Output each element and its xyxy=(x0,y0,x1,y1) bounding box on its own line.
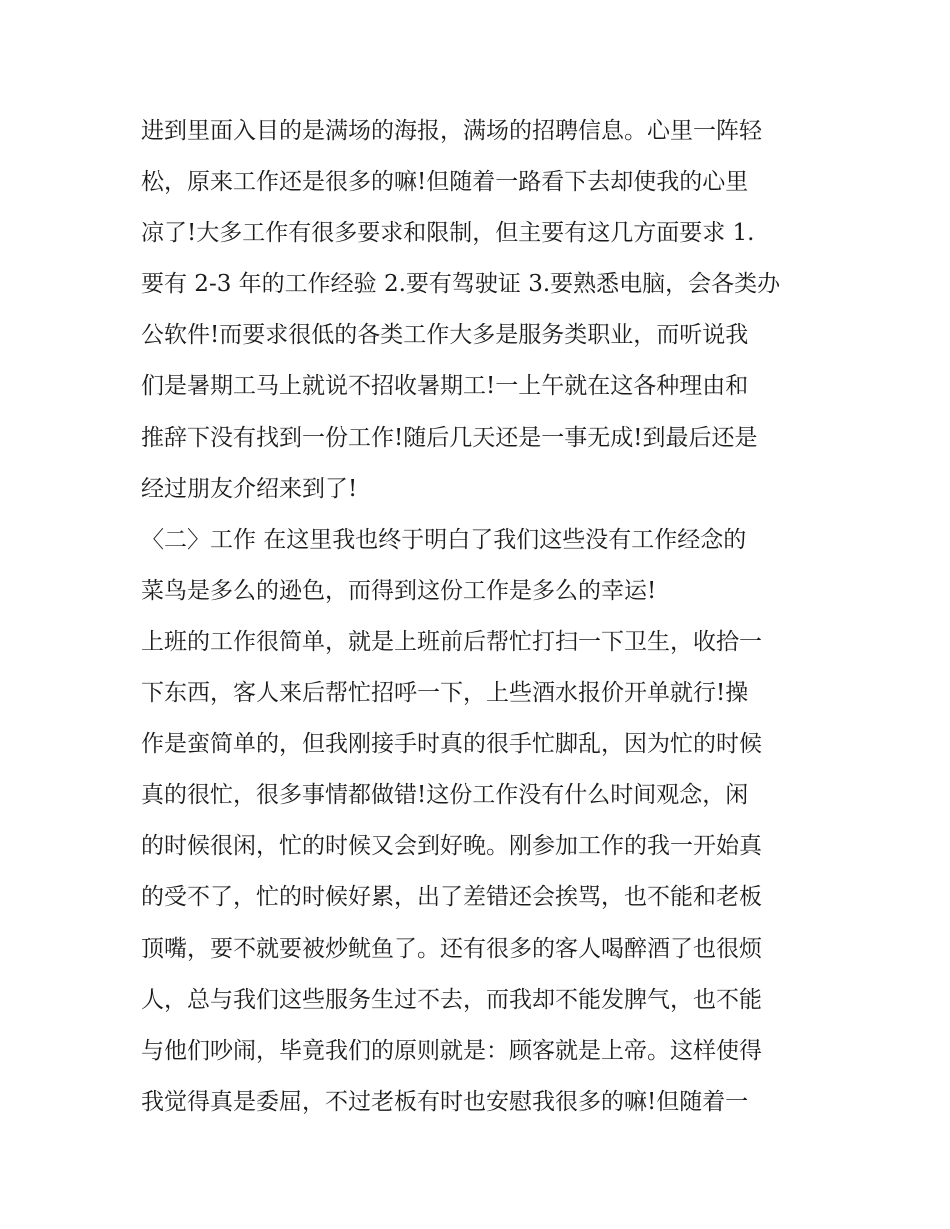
section-heading-line: 〈二〉工作 在这里我也终于明白了我们这些没有工作经念的 xyxy=(141,526,747,553)
text-line: 公软件!而要求很低的各类工作大多是服务类职业，而听说我 xyxy=(141,322,749,349)
text-line: 真的很忙，很多事情都做错!这份工作没有什么时间观念，闲 xyxy=(141,782,749,809)
text-line: 经过朋友介绍来到了! xyxy=(141,475,358,502)
text-line: 们是暑期工马上就说不招收暑期工!一上午就在这各种理由和 xyxy=(141,373,749,400)
text-line: 人，总与我们这些服务生过不去，而我却不能发脾气，也不能 xyxy=(141,986,762,1013)
text-line: 的受不了，忙的时候好累，出了差错还会挨骂，也不能和老板 xyxy=(141,884,762,911)
text-line: 菜鸟是多么的逊色，而得到这份工作是多么的幸运! xyxy=(141,577,657,604)
text-line: 凉了!大多工作有很多要求和限制，但主要有这几方面要求 1. xyxy=(141,220,755,247)
text-line: 作是蛮简单的，但我刚接手时真的很手忙脚乱，因为忙的时候 xyxy=(141,731,762,758)
text-line: 与他们吵闹，毕竟我们的原则就是：顾客就是上帝。这样使得 xyxy=(141,1037,762,1064)
text-line: 我觉得真是委屈，不过老板有时也安慰我很多的嘛!但随着一 xyxy=(141,1088,749,1115)
text-line: 上班的工作很简单，就是上班前后帮忙打扫一下卫生，收拾一 xyxy=(141,628,762,655)
text-line: 推辞下没有找到一份工作!随后几天还是一事无成!到最后还是 xyxy=(141,424,758,451)
text-line: 进到里面入目的是满场的海报，满场的招聘信息。心里一阵轻 xyxy=(141,118,762,144)
text-line: 顶嘴，要不就要被炒鱿鱼了。还有很多的客人喝醉酒了也很烦 xyxy=(141,935,762,962)
body-text xyxy=(141,106,813,1128)
text-line: 下东西，客人来后帮忙招呼一下，上些酒水报价开单就行!操 xyxy=(141,680,749,707)
text-line: 要有 2-3 年的工作经验 2.要有驾驶证 3.要熟悉电脑，会各类办 xyxy=(141,271,781,298)
text-line: 松，原来工作还是很多的嘛!但随着一路看下去却使我的心里 xyxy=(141,169,749,196)
text-line: 的时候很闲，忙的时候又会到好晚。刚参加工作的我一开始真 xyxy=(141,833,762,860)
